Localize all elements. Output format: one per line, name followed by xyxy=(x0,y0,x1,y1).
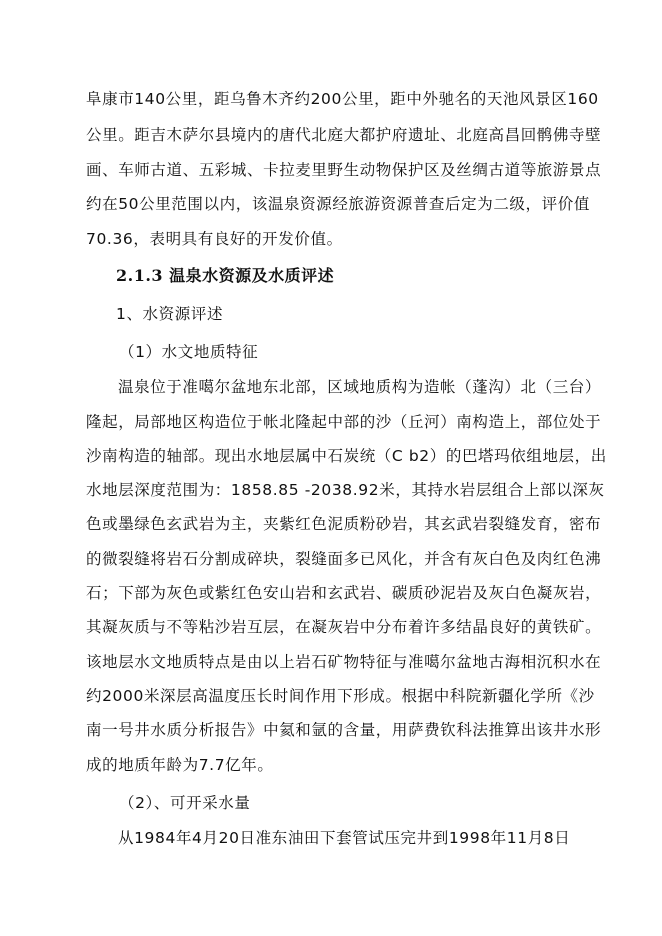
paragraph-line: 南一号井水质分析报告》中氦和氩的含量，用萨费钦科法推算出该井水形 xyxy=(86,721,602,739)
paragraph-line: 沙南构造的轴部。现出水地层属中石炭统（C b2）的巴塔玛依组地层，出 xyxy=(86,447,607,465)
paragraph-line: 温泉位于准噶尔盆地东北部，区域地质构为造帐（蓬沟）北（三台） xyxy=(118,378,602,396)
subheading-extractable: （2）、可开采水量 xyxy=(119,794,251,812)
paragraph-line: 隆起，局部地区构造位于帐北隆起中部的沙（丘河）南构造上，部位处于 xyxy=(86,413,602,431)
section-heading: 2.1.3 温泉水资源及水质评述 xyxy=(116,266,335,285)
paragraph-line: 约在50公里范围以内，该温泉资源经旅游资源普查后定为二级，评价值 xyxy=(86,195,590,213)
paragraph-line: 约2000米深层高温度压长时间作用下形成。根据中科院新疆化学所《沙 xyxy=(86,687,595,705)
subheading-water-resource: 1、水资源评述 xyxy=(116,305,224,323)
paragraph-line: 水地层深度范围为：1858.85 -2038.92米，其持水岩层组合上部以深灰 xyxy=(86,481,605,499)
paragraph-line: 色或墨绿色玄武岩为主，夹紫红色泥质粉砂岩，其玄武岩裂缝发育，密布 xyxy=(86,515,602,533)
paragraph-line: 的微裂缝将岩石分割成碎块，裂缝面多已风化，并含有灰白色及肉红色沸 xyxy=(86,550,602,568)
subheading-hydro-geology: （1）水文地质特征 xyxy=(119,343,259,361)
paragraph-line: 70.36，表明具有良好的开发价值。 xyxy=(86,230,343,248)
paragraph-line: 画、车师古道、五彩城、卡拉麦里野生动物保护区及丝绸古道等旅游景点 xyxy=(86,161,602,179)
paragraph-line: 从1984年4月20日准东油田下套管试压完井到1998年11月8日 xyxy=(118,829,571,847)
paragraph-line: 公里。距吉木萨尔县境内的唐代北庭大都护府遗址、北庭高昌回鹘佛寺壁 xyxy=(86,126,602,144)
paragraph-line: 阜康市140公里，距乌鲁木齐约200公里，距中外驰名的天池风景区160 xyxy=(86,90,599,108)
paragraph-line: 石；下部为灰色或紫红色安山岩和玄武岩、碳质砂泥岩及灰白色凝灰岩， xyxy=(86,584,602,602)
paragraph-line: 其凝灰质与不等粘沙岩互层，在凝灰岩中分布着许多结晶良好的黄铁矿。 xyxy=(86,618,602,636)
paragraph-line: 该地层水文地质特点是由以上岩石矿物特征与准噶尔盆地古海相沉积水在 xyxy=(86,653,602,671)
paragraph-line: 成的地质年龄为7.7亿年。 xyxy=(86,756,274,774)
